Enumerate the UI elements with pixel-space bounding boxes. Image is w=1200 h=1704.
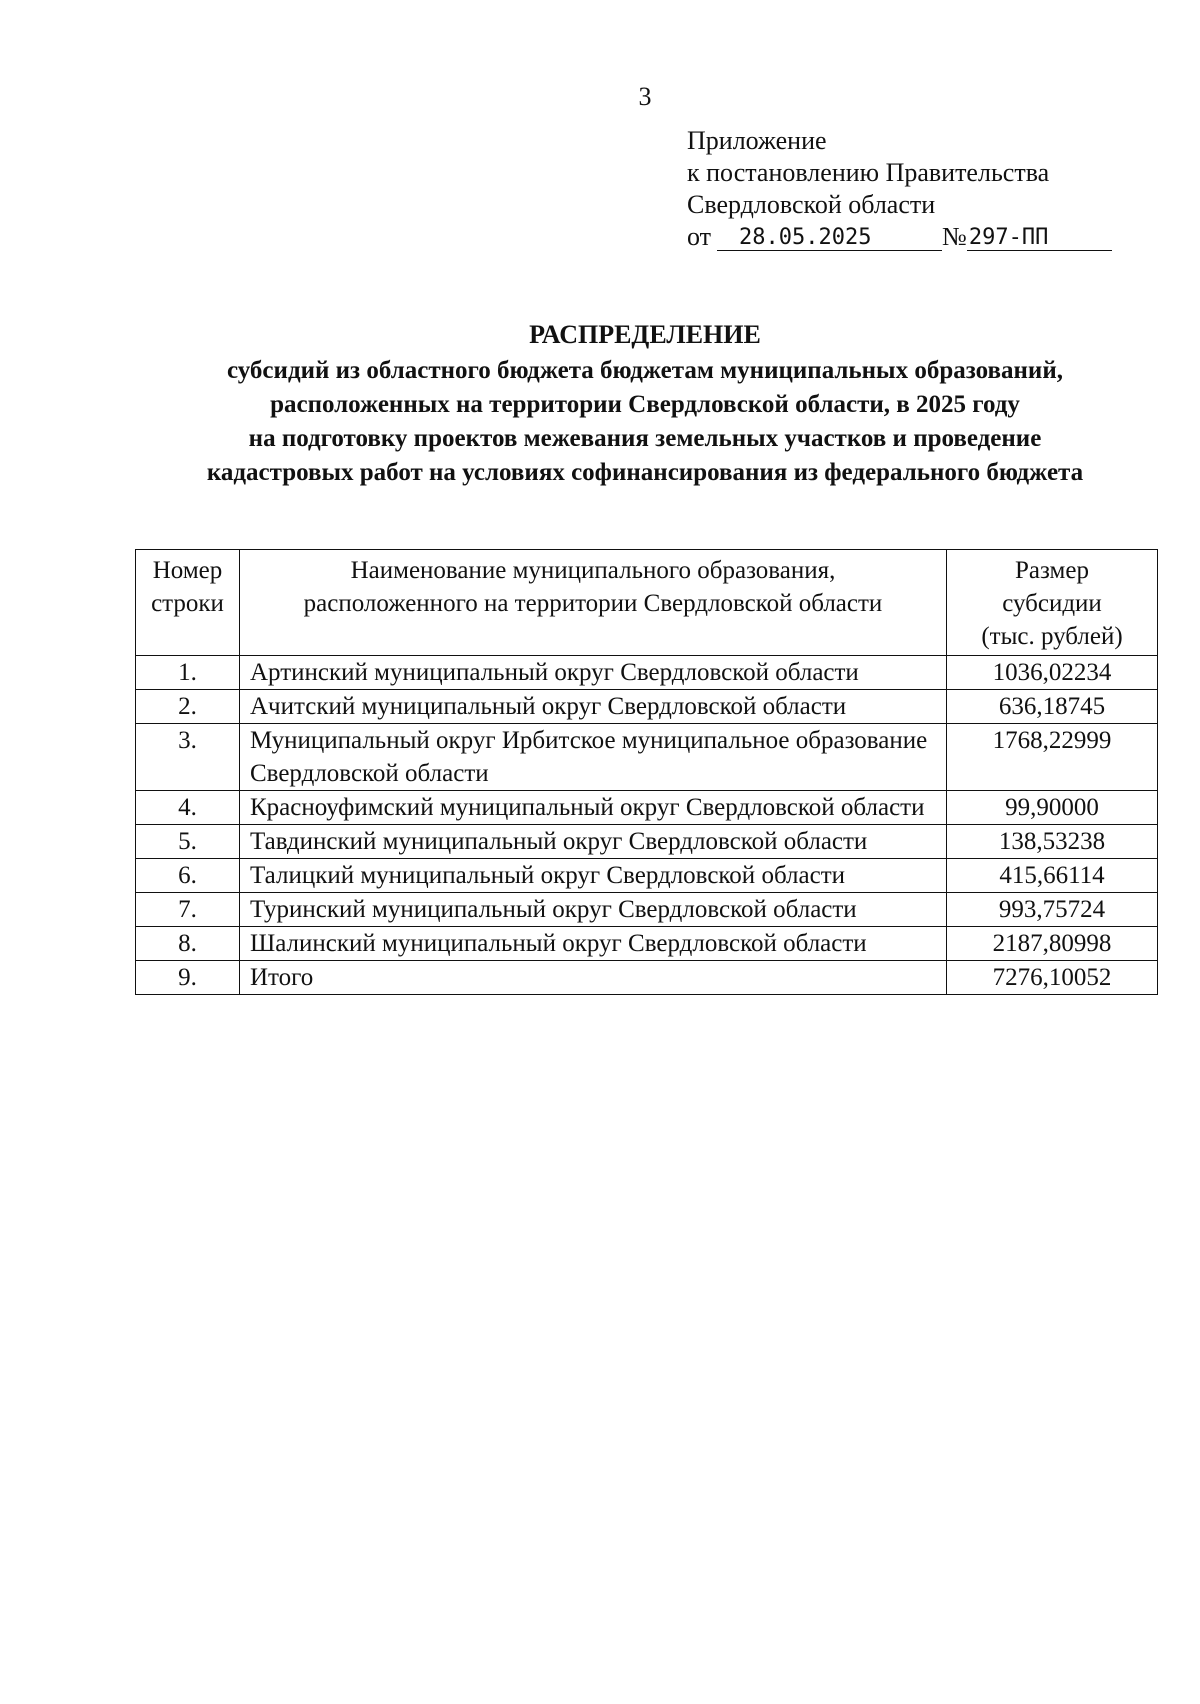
appendix-date-line: [687, 221, 1112, 253]
subsidy-amount: 2187,80998: [947, 927, 1158, 961]
subsidy-amount: 636,18745: [947, 690, 1158, 724]
title-line-3: на подготовку проектов межевания земельных участков и проведение: [248, 425, 1042, 452]
municipality-name: Шалинский муниципальный округ Свердловской области: [240, 927, 947, 961]
subsidy-amount: 1768,22999: [947, 724, 1158, 791]
municipality-name: Муниципальный округ Ирбитское муниципальное образование Свердловской области: [240, 724, 947, 791]
resolution-number: 297-ПП: [967, 225, 1112, 251]
row-number: 8.: [136, 927, 240, 961]
header-amount-line-2: субсидии: [1002, 590, 1102, 617]
table-body: [136, 656, 1158, 995]
table-row: [136, 825, 1158, 859]
row-number: 3.: [136, 724, 240, 791]
header-row-number-line-1: Номер: [152, 557, 223, 584]
appendix-line-1: Приложение: [687, 126, 827, 155]
title-line-4: кадастровых работ на условиях софинансирования из федерального бюджета: [206, 459, 1084, 486]
table-row: [136, 724, 1158, 791]
table-header-row: [136, 550, 1158, 656]
table-row: [136, 791, 1158, 825]
header-name-line-1: Наименование муниципального образования,: [350, 557, 836, 584]
title-line-2: расположенных на территории Свердловской области, в 2025 году: [270, 391, 1020, 418]
total-label: Итого: [240, 961, 947, 995]
header-amount-line-1: Размер: [1015, 557, 1089, 584]
subsidy-amount: 993,75724: [947, 893, 1158, 927]
subsidies-table: [135, 549, 1158, 995]
header-subsidy-amount: [947, 550, 1158, 656]
row-number: 6.: [136, 859, 240, 893]
header-municipality-name: [240, 550, 947, 656]
total-amount: 7276,10052: [947, 961, 1158, 995]
subsidy-amount: 1036,02234: [947, 656, 1158, 690]
table-row: [136, 656, 1158, 690]
municipality-name: Красноуфимский муниципальный округ Свердловской области: [240, 791, 947, 825]
table-row: [136, 690, 1158, 724]
header-amount-line-3: (тыс. рублей): [981, 623, 1123, 650]
municipality-name: Артинский муниципальный округ Свердловской области: [240, 656, 947, 690]
table-row-total: [136, 961, 1158, 995]
title-line-1: субсидий из областного бюджета бюджетам муниципальных образований,: [227, 357, 1063, 384]
municipality-name: Талицкий муниципальный округ Свердловской области: [240, 859, 947, 893]
row-number: 5.: [136, 825, 240, 859]
subsidy-amount: 138,53238: [947, 825, 1158, 859]
title-main: РАСПРЕДЕЛЕНИЕ: [529, 320, 761, 349]
header-name-line-2: расположенного на территории Свердловской области: [303, 590, 883, 617]
row-number: 9.: [136, 961, 240, 995]
page-number: 3: [638, 82, 652, 111]
table-row: [136, 927, 1158, 961]
from-label: от: [687, 222, 712, 251]
row-number: 4.: [136, 791, 240, 825]
row-number: 1.: [136, 656, 240, 690]
row-number: 7.: [136, 893, 240, 927]
table-row: [136, 893, 1158, 927]
appendix-line-2: к постановлению Правительства: [687, 158, 1050, 187]
appendix-line-3: Свердловской области: [687, 190, 936, 219]
document-title: [100, 318, 1190, 490]
subsidy-amount: 415,66114: [947, 859, 1158, 893]
number-label: №: [942, 222, 967, 251]
header-row-number: [136, 550, 240, 656]
row-number: 2.: [136, 690, 240, 724]
resolution-date: 28.05.2025: [717, 225, 942, 251]
header-row-number-line-2: строки: [151, 590, 224, 617]
subsidy-amount: 99,90000: [947, 791, 1158, 825]
municipality-name: Ачитский муниципальный округ Свердловской области: [240, 690, 947, 724]
municipality-name: Туринский муниципальный округ Свердловской области: [240, 893, 947, 927]
table-row: [136, 859, 1158, 893]
municipality-name: Тавдинский муниципальный округ Свердловской области: [240, 825, 947, 859]
appendix-block: [687, 125, 1112, 253]
